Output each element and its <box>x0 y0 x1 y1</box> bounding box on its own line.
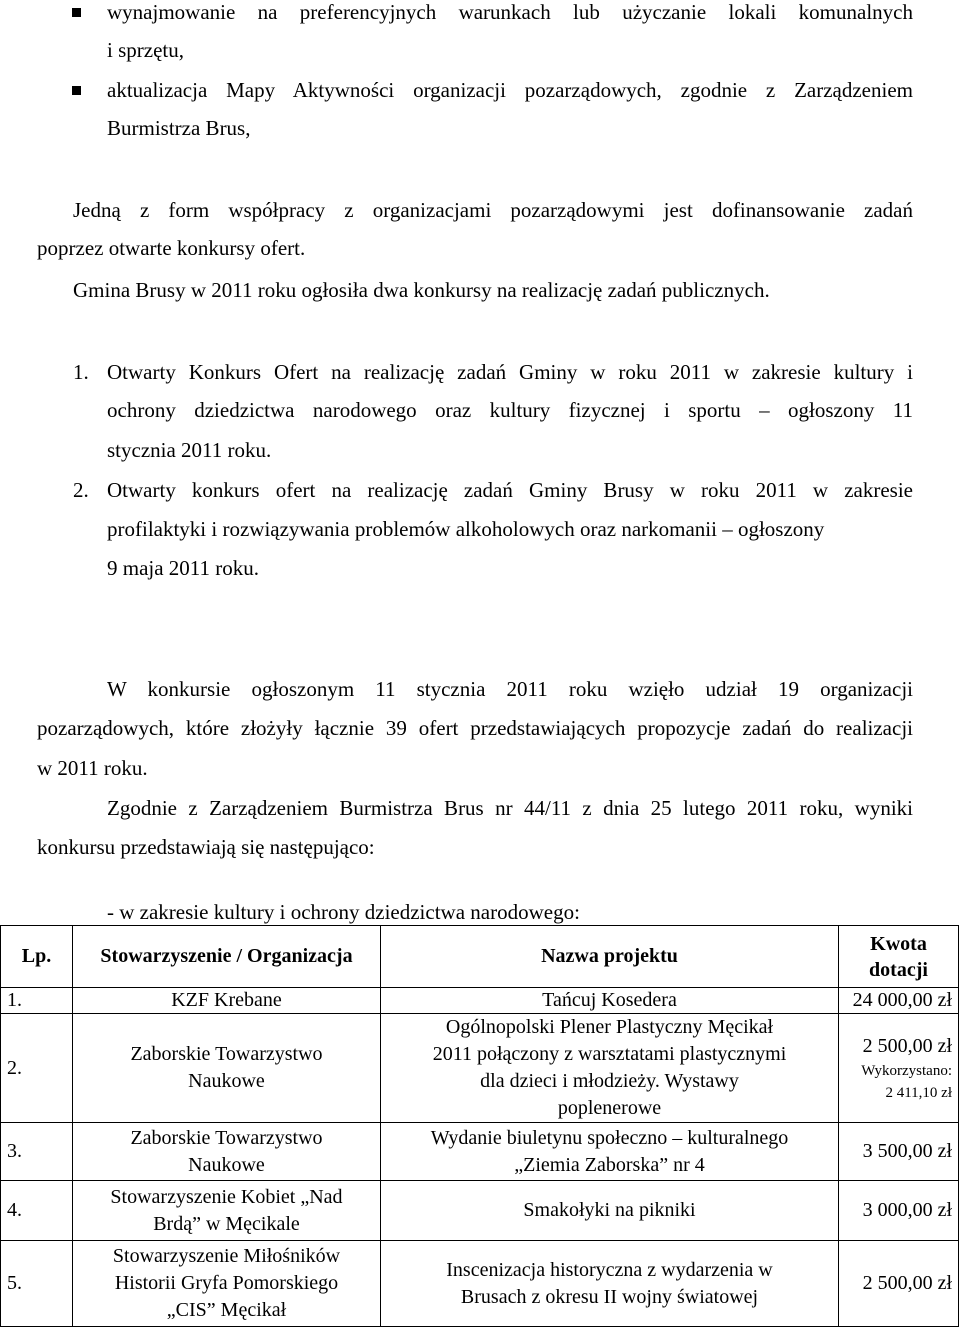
paragraph-3-line-1: W konkursie ogłoszonym 11 stycznia 2011 roku wzięło udział 19 organizacji <box>107 677 913 701</box>
results-table <box>0 925 959 1327</box>
row-3-organization-line-1: Zaborskie Towarzystwo <box>130 1126 323 1149</box>
row-5-lp: 5. <box>1 1241 73 1327</box>
paragraph-2: Gmina Brusy w 2011 roku ogłosiła dwa konkursy na realizację zadań publicznych. <box>73 278 770 302</box>
table-header-row <box>1 926 959 988</box>
list-item-2-line-3: 9 maja 2011 roku. <box>107 556 260 580</box>
bullet-marker-icon <box>72 86 81 95</box>
row-2-amount-cell <box>839 1014 959 1123</box>
row-5-organization-line-2: Historii Gryfa Pomorskiego <box>114 1272 339 1294</box>
paragraph-1-line-1: Jedną z form współpracy z organizacjami pozarządowymi jest dofinansowanie zadań <box>73 198 913 222</box>
paragraph-4-line-1: Zgodnie z Zarządzeniem Burmistrza Brus nr 44/11 z dnia 25 lutego 2011 roku, wyniki <box>107 796 913 820</box>
row-5-project-line-1: Inscenizacja historyczna z wydarzenia w <box>446 1258 773 1281</box>
row-2-project-line-1: Ogólnopolski Plener Plastyczny Męcikał <box>445 1016 774 1038</box>
header-amount-line-2: dotacji <box>869 958 928 981</box>
list-item-2-number: 2. <box>73 478 89 502</box>
row-5-project <box>381 1241 839 1327</box>
row-2-project <box>381 1014 839 1123</box>
row-3-organization-line-2: Naukowe <box>188 1153 265 1176</box>
bullet-2-line-2: Burmistrza Brus, <box>107 116 251 140</box>
row-2-project-line-3: dla dzieci i młodzieży. Wystawy <box>480 1070 739 1092</box>
section-heading: - w zakresie kultury i ochrony dziedzictwa narodowego: <box>107 900 580 924</box>
row-5-organization <box>73 1241 381 1327</box>
row-3-project-line-2: „Ziemia Zaborska” nr 4 <box>514 1153 705 1176</box>
bullet-2-line-1: aktualizacja Mapy Aktywności organizacji pozarządowych, zgodnie z Zarządzeniem <box>107 78 913 102</box>
row-2-used-amount: 2 411,10 zł <box>885 1084 952 1101</box>
row-4-organization <box>73 1181 381 1241</box>
bullet-1-line-1: wynajmowanie na preferencyjnych warunkach lub użyczanie lokali komunalnych <box>107 0 913 24</box>
table-row <box>1 1241 959 1327</box>
row-4-organization-line-1: Stowarzyszenie Kobiet „Nad <box>110 1185 343 1208</box>
row-5-organization-line-1: Stowarzyszenie Miłośników <box>112 1245 341 1267</box>
row-1-organization: KZF Krebane <box>73 988 381 1014</box>
row-2-project-line-2: 2011 połączony z warsztatami plastycznymi <box>432 1043 787 1065</box>
row-5-amount: 2 500,00 zł <box>839 1241 959 1327</box>
row-4-amount: 3 000,00 zł <box>839 1181 959 1241</box>
row-2-used-label: Wykorzystano: <box>861 1062 952 1079</box>
row-2-organization-line-2: Naukowe <box>188 1070 265 1092</box>
row-4-project: Smakołyki na pikniki <box>381 1181 839 1241</box>
header-project: Nazwa projektu <box>381 926 839 988</box>
list-item-1-number: 1. <box>73 360 89 384</box>
list-item-1-line-3: stycznia 2011 roku. <box>107 438 272 462</box>
row-4-organization-line-2: Brdą” w Męcikale <box>153 1212 300 1235</box>
paragraph-1-line-2: poprzez otwarte konkursy ofert. <box>37 236 306 260</box>
list-item-2-line-2: profilaktyki i rozwiązywania problemów alkoholowych oraz narkomanii – ogłoszony <box>107 517 825 541</box>
list-item-1-line-2: ochrony dziedzictwa narodowego oraz kultury fizycznej i sportu – ogłoszony 11 <box>107 398 913 422</box>
table-row <box>1 1181 959 1241</box>
header-amount <box>839 926 959 988</box>
row-3-project-line-1: Wydanie biuletynu społeczno – kulturalnego <box>430 1126 789 1149</box>
row-2-amount: 2 500,00 zł <box>862 1034 952 1057</box>
row-2-organization-line-1: Zaborskie Towarzystwo <box>130 1043 323 1065</box>
header-organization: Stowarzyszenie / Organizacja <box>73 926 381 988</box>
list-item-1-line-1: Otwarty Konkurs Ofert na realizację zadań Gminy w roku 2011 w zakresie kultury i <box>107 360 913 384</box>
row-4-lp: 4. <box>1 1181 73 1241</box>
table-row <box>1 1014 959 1123</box>
row-1-amount: 24 000,00 zł <box>839 988 959 1014</box>
paragraph-3-line-3: w 2011 roku. <box>37 756 148 780</box>
row-5-organization-line-3: „CIS” Męcikał <box>166 1299 287 1321</box>
row-1-project: Tańcuj Kosedera <box>381 988 839 1014</box>
row-3-lp: 3. <box>1 1123 73 1181</box>
row-2-organization <box>73 1014 381 1123</box>
header-amount-line-1: Kwota <box>870 932 927 955</box>
bullet-1-line-2: i sprzętu, <box>107 38 184 62</box>
table-row <box>1 988 959 1014</box>
row-3-amount: 3 500,00 zł <box>839 1123 959 1181</box>
header-lp: Lp. <box>1 926 73 988</box>
table-row <box>1 1123 959 1181</box>
list-item-2-line-1: Otwarty konkurs ofert na realizację zadań Gminy Brusy w roku 2011 w zakresie <box>107 478 913 502</box>
row-1-lp: 1. <box>1 988 73 1014</box>
paragraph-3-line-2: pozarządowych, które złożyły łącznie 39 ofert przedstawiających propozycje zadań do realizacji <box>37 716 913 740</box>
row-5-project-line-2: Brusach z okresu II wojny światowej <box>460 1285 759 1308</box>
row-3-organization <box>73 1123 381 1181</box>
row-3-project <box>381 1123 839 1181</box>
row-2-project-line-4: poplenerowe <box>557 1097 662 1119</box>
row-2-lp: 2. <box>1 1014 73 1123</box>
paragraph-4-line-2: konkursu przedstawiają się następująco: <box>37 835 375 859</box>
bullet-marker-icon <box>72 8 81 17</box>
